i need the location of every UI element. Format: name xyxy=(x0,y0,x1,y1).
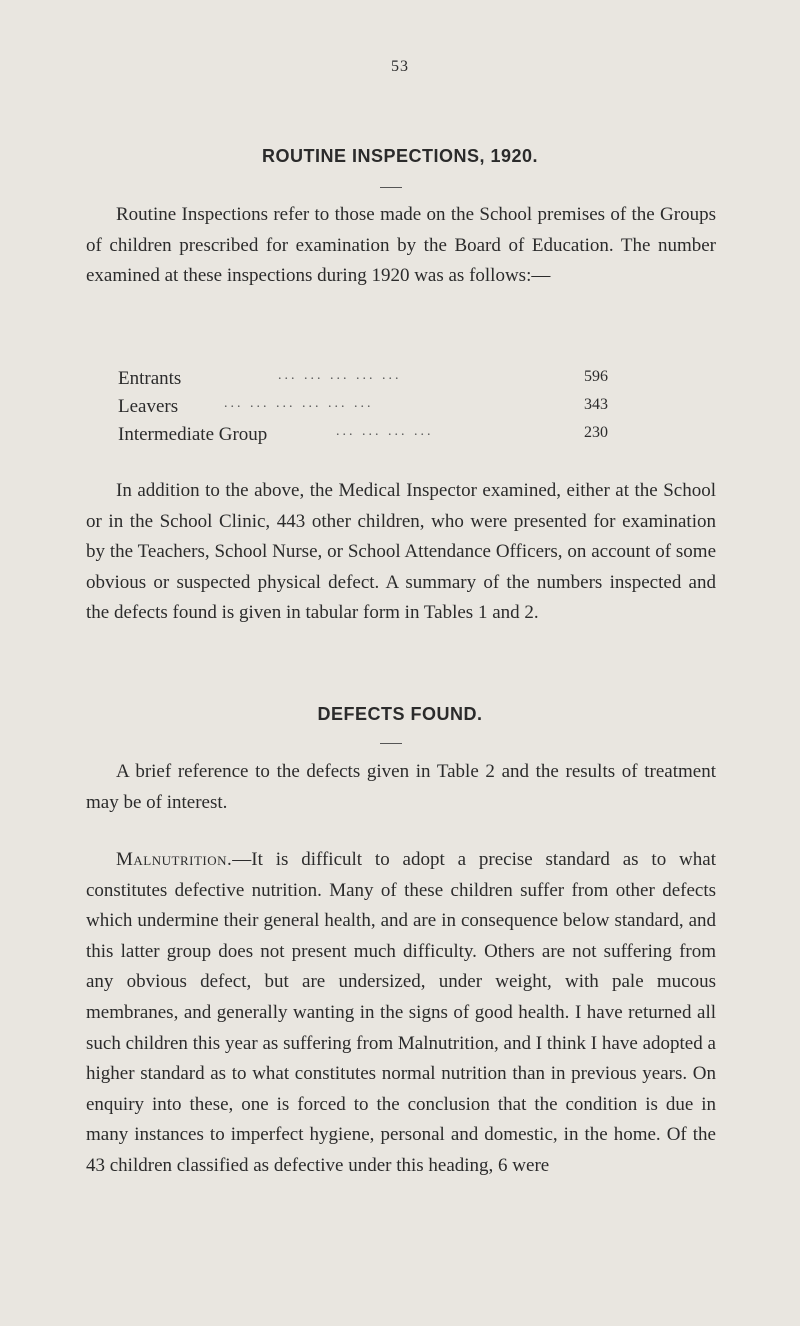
defects-found-intro: A brief reference to the defects given in Table 2 and the results of treatment may be of interest. xyxy=(86,761,716,813)
title-divider xyxy=(380,743,402,744)
leader-dots: ... ... ... ... ... xyxy=(278,368,402,383)
leader-dots: ... ... ... ... ... ... xyxy=(224,396,374,411)
leader-dots: ... ... ... ... xyxy=(336,424,434,439)
table-row xyxy=(118,424,618,452)
malnutrition-heading: Malnutrition. xyxy=(116,849,233,870)
section-title-defects-found: DEFECTS FOUND. xyxy=(317,704,483,724)
row-label: Leavers xyxy=(118,396,179,417)
section-title-routine-inspections: ROUTINE INSPECTIONS, 1920. xyxy=(261,146,539,166)
title-divider xyxy=(380,187,402,188)
table-row xyxy=(118,396,618,424)
row-label: Entrants xyxy=(118,368,182,389)
malnutrition-text: —It is difficult to adopt a precise standard as to what constitutes defective nutrition. Many of these children suffer from other defects which undermine their general health, and are in consequence below standard, and this latter group does not present much difficulty. Others are not suffering from any obvious defect, but are undersized, under weight, with pale mucous membranes, and generally wanting in the signs of good health. I have returned all such children this year as suffering from Malnutrition, and I think I have adopted a higher standard as to what constitutes normal nutrition than in previous years. On enquiry into these, one is forced to the conclusion that the condition is due in many instances to imperfect hygiene, personal and domestic, in the home. Of the 43 children classified as defective under this heading, 6 were xyxy=(86,849,716,1176)
routine-inspections-intro: Routine Inspections refer to those made on the School premises of the Groups of children prescribed for examination by the Board of Education. The number examined at these inspections during 1920 was as follows:— xyxy=(86,204,716,287)
malnutrition-paragraph xyxy=(86,845,716,1182)
row-value: 343 xyxy=(584,396,608,413)
inspection-counts-table xyxy=(118,368,618,452)
row-value: 230 xyxy=(584,424,608,441)
routine-inspections-body: In addition to the above, the Medical Inspector examined, either at the School or in the School Clinic, 443 other children, who were presented for examination by the Teachers, School Nurse, or School Attendance Officers, on account of some obvious or suspected physical defect. A summary of the numbers inspected and the defects found is given in tabular form in Tables 1 and 2. xyxy=(86,480,716,624)
table-row xyxy=(118,368,618,396)
page-number: 53 xyxy=(391,58,409,75)
row-value: 596 xyxy=(584,368,608,385)
row-label: Intermediate Group xyxy=(118,424,268,445)
